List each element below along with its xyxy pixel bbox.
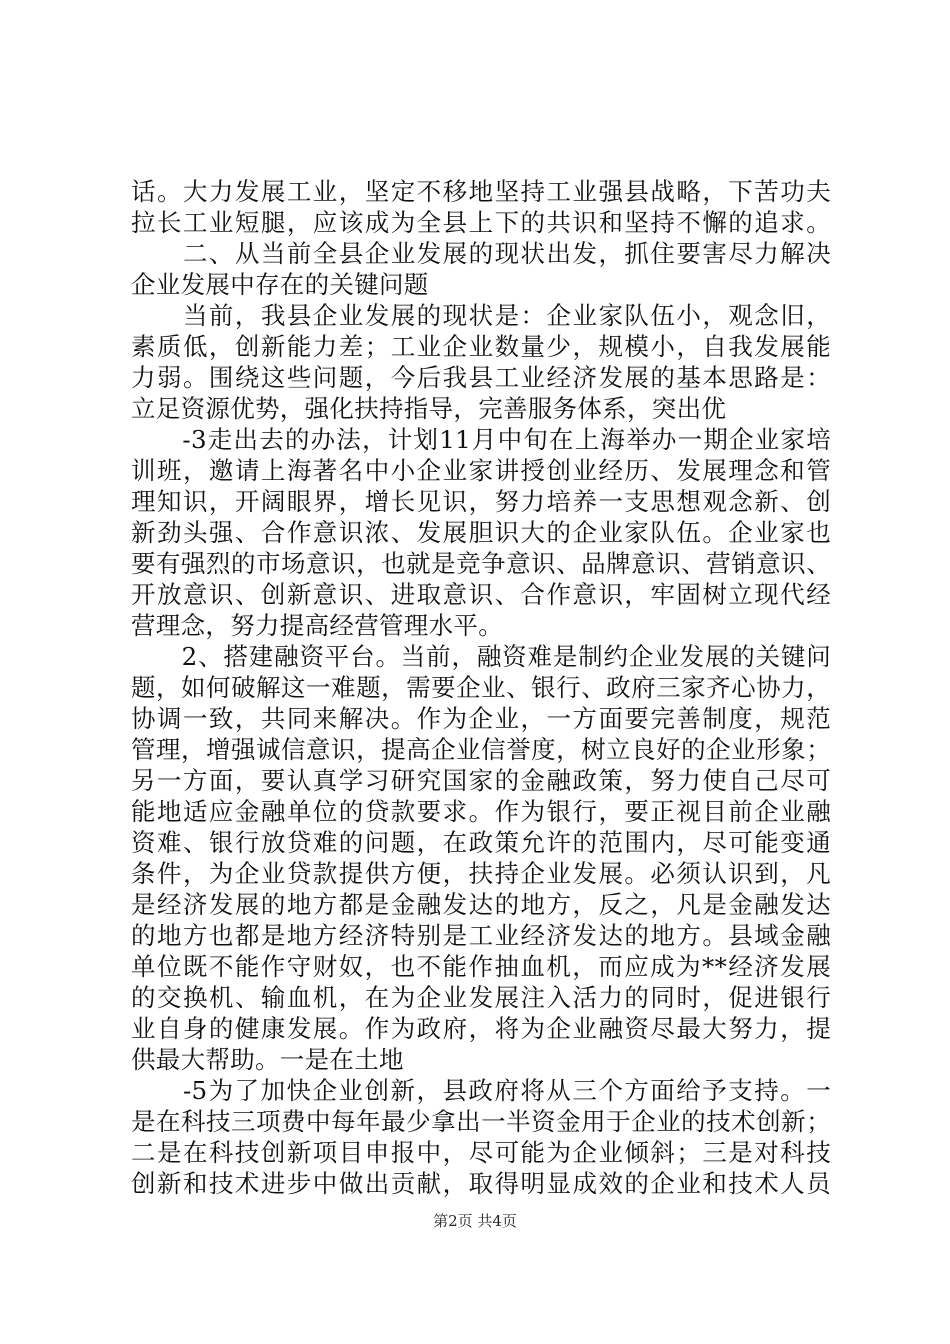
text-line: 当前，我县企业发展的现状是：企业家队伍小，观念旧， [131, 301, 831, 330]
text-line: 营理念，努力提高经营管理水平。 [131, 611, 503, 640]
text-line: 开放意识、创新意识、进取意识、合作意识，牢固树立现代经 [131, 580, 831, 609]
text-line: 训班，邀请上海著名中小企业家讲授创业经历、发展理念和管 [131, 456, 831, 485]
text-line: 是经济发展的地方都是金融发达的地方，反之，凡是金融发达 [131, 890, 831, 919]
text-line: 单位既不能作守财奴，也不能作抽血机，而应成为**经济发展 [131, 952, 831, 981]
text-line: 的地方也都是地方经济特别是工业经济发达的地方。县域金融 [131, 921, 831, 950]
text-line: 是在科技三项费中每年最少拿出一半资金用于企业的技术创新； [131, 1107, 831, 1136]
text-line: 二、从当前全县企业发展的现状出发，抓住要害尽力解决 [131, 239, 831, 268]
text-line: -3走出去的办法，计划11月中旬在上海举办一期企业家培 [131, 425, 831, 454]
text-line: 要有强烈的市场意识，也就是竞争意识、品牌意识、营销意识、 [131, 549, 831, 578]
text-line: -5为了加快企业创新，县政府将从三个方面给予支持。一 [131, 1076, 831, 1105]
text-line: 素质低，创新能力差；工业企业数量少，规模小，自我发展能 [131, 332, 831, 361]
text-line: 能地适应金融单位的贷款要求。作为银行，要正视目前企业融 [131, 797, 831, 826]
text-line: 立足资源优势，强化扶持指导，完善服务体系，突出优 [131, 394, 727, 423]
text-line: 管理，增强诚信意识，提高企业信誉度，树立良好的企业形象； [131, 735, 831, 764]
text-line: 题，如何破解这一难题，需要企业、银行、政府三家齐心协力， [131, 673, 831, 702]
text-line: 新劲头强、合作意识浓、发展胆识大的企业家队伍。企业家也 [131, 518, 831, 547]
text-line: 力弱。围绕这些问题，今后我县工业经济发展的基本思路是： [131, 363, 831, 392]
text-line: 另一方面，要认真学习研究国家的金融政策，努力使自己尽可 [131, 766, 831, 795]
text-line: 2、搭建融资平台。当前，融资难是制约企业发展的关键问 [131, 642, 832, 671]
text-line: 资难、银行放贷难的问题，在政策允许的范围内，尽可能变通 [131, 828, 831, 857]
page-number-footer: 第2页 共4页 [433, 1212, 517, 1230]
document-body [131, 176, 831, 1199]
section-heading-end: 企业发展中存在的关键问题 [131, 270, 429, 299]
text-line: 的交换机、输血机，在为企业发展注入活力的同时，促进银行 [131, 983, 831, 1012]
text-line: 业自身的健康发展。作为政府，将为企业融资尽最大努力，提 [131, 1014, 831, 1043]
text-line: 供最大帮助。一是在土地 [131, 1045, 404, 1074]
text-line: 理知识，开阔眼界，增长见识，努力培养一支思想观念新、创 [131, 487, 831, 516]
text-line: 二是在科技创新项目申报中，尽可能为企业倾斜；三是对科技 [131, 1138, 831, 1167]
text-line: 话。大力发展工业，坚定不移地坚持工业强县战略，下苦功夫 [131, 177, 831, 206]
text-line: 创新和技术进步中做出贡献，取得明显成效的企业和技术人员 [131, 1169, 831, 1198]
text-line: 条件，为企业贷款提供方便，扶持企业发展。必须认识到，凡 [131, 859, 831, 888]
text-line: 拉长工业短腿，应该成为全县上下的共识和坚持不懈的追求。 [131, 208, 831, 237]
text-line: 协调一致，共同来解决。作为企业，一方面要完善制度，规范 [131, 704, 831, 733]
